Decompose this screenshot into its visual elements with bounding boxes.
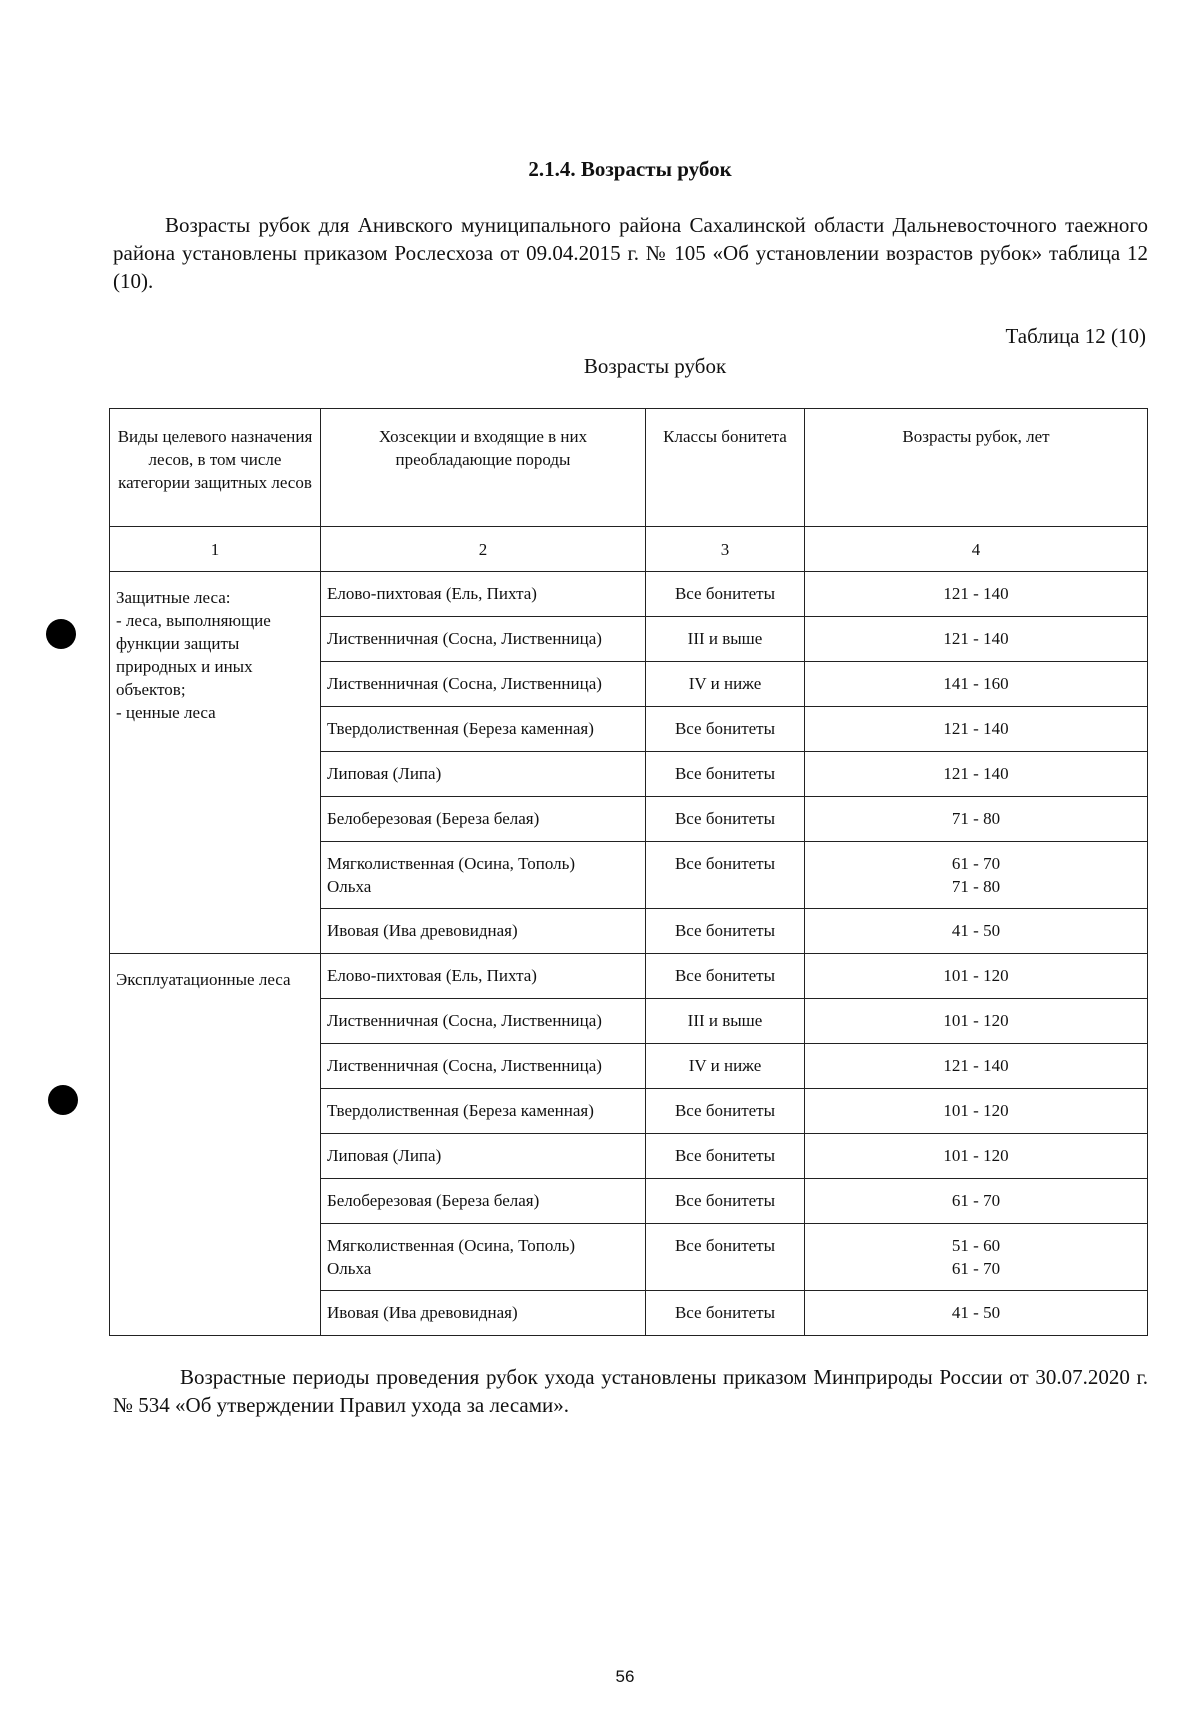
section-name: Лиственничная (Сосна, Лиственница) (327, 1011, 602, 1030)
section-name: Ивовая (Ива древовидная) (327, 1303, 518, 1322)
section-name: Лиственничная (Сосна, Лиственница) (327, 629, 602, 648)
section-cell (321, 1179, 646, 1224)
cutting-age-value-line2: 61 - 70 (951, 1259, 1001, 1278)
cutting-age-value: 101 - 120 (943, 966, 1009, 985)
outro-paragraph: Возрастные периоды проведения рубок ухода установлены приказом Минприроды России от 30.07.2020 г. № 534 «Об утверждении Правил ухода за лесами». (113, 1365, 1148, 1417)
section-cell (321, 662, 646, 707)
site-class-cell: IV и ниже (646, 662, 805, 707)
header-sections: Хозсекции и входящие в них преобладающие породы (321, 409, 646, 527)
cutting-age-value: 101 - 120 (943, 1011, 1009, 1030)
header-cutting-age: Возрасты рубок, лет (805, 409, 1148, 527)
section-cell (321, 752, 646, 797)
cutting-age-cell (805, 572, 1148, 617)
table-title: Возрасты рубок (583, 354, 727, 378)
table-row (110, 954, 1148, 999)
cutting-age-value: 141 - 160 (943, 674, 1009, 693)
section-cell (321, 909, 646, 954)
section-name: Елово-пихтовая (Ель, Пихта) (327, 966, 537, 985)
cutting-age-value: 101 - 120 (943, 1101, 1009, 1120)
header-forest-purpose: Виды целевого назначения лесов, в том числе категории защитных лесов (110, 409, 321, 527)
cutting-age-cell (805, 707, 1148, 752)
section-cell (321, 707, 646, 752)
section-cell (321, 617, 646, 662)
section-cell (321, 999, 646, 1044)
cutting-age-value-line2: 71 - 80 (951, 877, 1001, 896)
section-cell (321, 1291, 646, 1336)
section-cell (321, 797, 646, 842)
cutting-age-value: 101 - 120 (943, 1146, 1009, 1165)
cutting-age-cell (805, 752, 1148, 797)
section-name: Мягколиственная (Осина, Тополь) (327, 1236, 576, 1255)
table-row (110, 572, 1148, 617)
cutting-age-cell (805, 954, 1148, 999)
header-site-class: Классы бонитета (646, 409, 805, 527)
cutting-age-cell (805, 999, 1148, 1044)
section-name: Елово-пихтовая (Ель, Пихта) (327, 584, 537, 603)
cutting-age-cell (805, 1179, 1148, 1224)
cutting-age-value: 121 - 140 (943, 1056, 1009, 1075)
section-name: Мягколиственная (Осина, Тополь) (327, 854, 576, 873)
cutting-age-cell (805, 662, 1148, 707)
cutting-age-value: 41 - 50 (951, 921, 1001, 940)
section-cell (321, 1044, 646, 1089)
site-class-cell: Все бонитеты (646, 954, 805, 999)
forest-purpose-group: Защитные леса: - леса, выполняющие функции защиты природных и иных объектов; - ценные леса (110, 572, 321, 954)
section-cell (321, 842, 646, 909)
site-class-cell: Все бонитеты (646, 707, 805, 752)
cutting-age-value: 121 - 140 (943, 629, 1009, 648)
cutting-age-value: 121 - 140 (943, 584, 1009, 603)
site-class-cell: Все бонитеты (646, 1134, 805, 1179)
section-cell (321, 572, 646, 617)
column-number: 3 (646, 527, 805, 572)
column-number: 2 (321, 527, 646, 572)
cutting-age-cell (805, 1044, 1148, 1089)
section-name-line2: Ольха (327, 1259, 372, 1278)
section-name: Липовая (Липа) (327, 764, 442, 783)
site-class-cell: Все бонитеты (646, 1291, 805, 1336)
column-number: 1 (110, 527, 321, 572)
section-name: Ивовая (Ива древовидная) (327, 921, 518, 940)
cutting-age-value: 51 - 60 (951, 1236, 1001, 1255)
table-body (110, 572, 1148, 1336)
intro-paragraph: Возрасты рубок для Анивского муниципального района Сахалинской области Дальневосточного таежного района установлены приказом Рослесхоза от 09.04.2015 г. № 105 «Об установлении возрастов рубок» таблица 12 (10). (113, 213, 1148, 293)
page-number: 56 (615, 1667, 635, 1686)
cutting-age-cell (805, 1134, 1148, 1179)
section-cell (321, 1089, 646, 1134)
section-name: Липовая (Липа) (327, 1146, 442, 1165)
cutting-age-value: 121 - 140 (943, 764, 1009, 783)
section-name-line2: Ольха (327, 877, 372, 896)
section-cell (321, 954, 646, 999)
section-cell (321, 1134, 646, 1179)
binder-hole (46, 619, 76, 649)
site-class-cell: Все бонитеты (646, 1089, 805, 1134)
binder-hole (48, 1085, 78, 1115)
cutting-age-cell (805, 1224, 1148, 1291)
section-name: Твердолиственная (Береза каменная) (327, 719, 594, 738)
site-class-cell: Все бонитеты (646, 1224, 805, 1291)
site-class-cell: III и выше (646, 617, 805, 662)
site-class-cell: Все бонитеты (646, 752, 805, 797)
cutting-age-cell (805, 909, 1148, 954)
cutting-age-value: 61 - 70 (951, 854, 1001, 873)
column-number: 4 (805, 527, 1148, 572)
site-class-cell: Все бонитеты (646, 797, 805, 842)
cutting-age-cell (805, 797, 1148, 842)
cutting-age-cell (805, 1291, 1148, 1336)
section-name: Лиственничная (Сосна, Лиственница) (327, 1056, 602, 1075)
site-class-cell: Все бонитеты (646, 842, 805, 909)
forest-purpose-group: Эксплуатационные леса (110, 954, 321, 1336)
cutting-age-value: 121 - 140 (943, 719, 1009, 738)
site-class-cell: Все бонитеты (646, 572, 805, 617)
column-number-row (110, 527, 1148, 572)
section-title: 2.1.4. Возрасты рубок (528, 157, 732, 181)
table-number: Таблица 12 (10) (1005, 324, 1146, 348)
section-name: Белоберезовая (Береза белая) (327, 809, 540, 828)
cutting-age-table (109, 408, 1148, 1336)
table-header-row (110, 409, 1148, 527)
section-name: Белоберезовая (Береза белая) (327, 1191, 540, 1210)
section-cell (321, 1224, 646, 1291)
site-class-cell: Все бонитеты (646, 909, 805, 954)
site-class-cell: III и выше (646, 999, 805, 1044)
site-class-cell: IV и ниже (646, 1044, 805, 1089)
cutting-age-cell (805, 842, 1148, 909)
cutting-age-value: 41 - 50 (951, 1303, 1001, 1322)
cutting-age-value: 61 - 70 (951, 1191, 1001, 1210)
section-name: Лиственничная (Сосна, Лиственница) (327, 674, 602, 693)
cutting-age-cell (805, 617, 1148, 662)
cutting-age-value: 71 - 80 (951, 809, 1001, 828)
section-name: Твердолиственная (Береза каменная) (327, 1101, 594, 1120)
site-class-cell: Все бонитеты (646, 1179, 805, 1224)
cutting-age-cell (805, 1089, 1148, 1134)
